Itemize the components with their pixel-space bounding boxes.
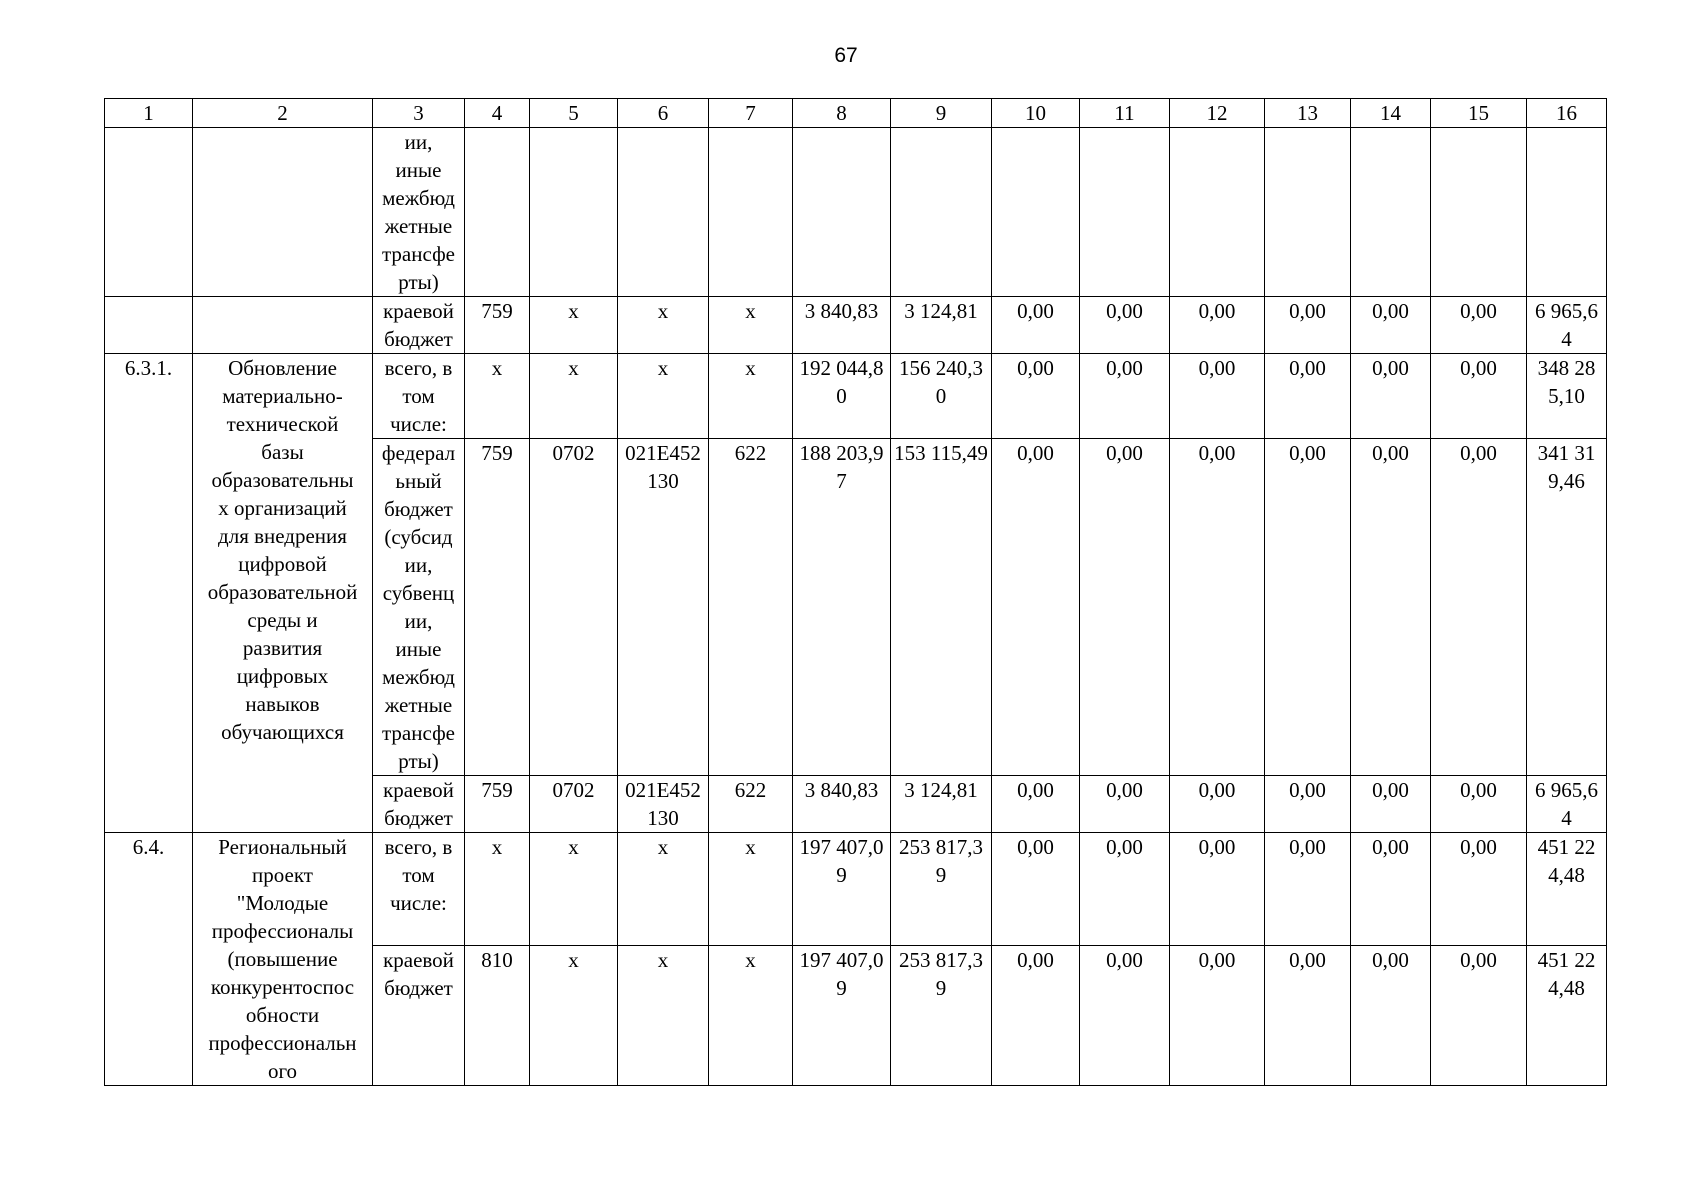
- cell-col-15: 0,00: [1431, 297, 1527, 354]
- cell-col-15: 0,00: [1431, 833, 1527, 946]
- text-line: проект: [252, 863, 313, 887]
- cell-col-9: 3 124,81: [891, 776, 992, 833]
- text-line: бюджет: [384, 806, 453, 830]
- cell-col-15: 0,00: [1431, 439, 1527, 776]
- text-line: цифровых: [236, 664, 329, 688]
- cell-col-4: x: [465, 354, 530, 439]
- text-line: ии,: [404, 130, 433, 154]
- text-line: иные: [395, 637, 442, 661]
- column-number: 2: [193, 99, 373, 128]
- cell-col-8: 188 203,97: [793, 439, 891, 776]
- cell-col-10: 0,00: [992, 946, 1080, 1086]
- cell-col-8: 3 840,83: [793, 297, 891, 354]
- text-line: для внедрения: [218, 524, 347, 548]
- cell-source: [373, 439, 465, 776]
- text-line: бюджет: [384, 327, 453, 351]
- column-number: 3: [373, 99, 465, 128]
- cell-blank: [992, 128, 1080, 297]
- text-line: всего, в: [384, 356, 453, 380]
- cell-col-7: x: [709, 297, 793, 354]
- cell-col-8: 197 407,09: [793, 946, 891, 1086]
- text-line: числе:: [390, 412, 447, 436]
- text-line: ии,: [404, 553, 433, 577]
- text-line: ого: [267, 1059, 298, 1083]
- cell-col-8: 3 840,83: [793, 776, 891, 833]
- text-line: базы: [261, 440, 304, 464]
- cell-blank: [105, 297, 193, 354]
- text-line: том: [402, 384, 435, 408]
- column-number: 8: [793, 99, 891, 128]
- text-line: навыков: [245, 692, 320, 716]
- cell-col-12: 0,00: [1170, 776, 1265, 833]
- column-number: 4: [465, 99, 530, 128]
- column-number: 1: [105, 99, 193, 128]
- cell-blank: [891, 128, 992, 297]
- cell-col-10: 0,00: [992, 776, 1080, 833]
- table-row-64-total: [105, 833, 1607, 946]
- cell-col-15: 0,00: [1431, 354, 1527, 439]
- cell-col-7: x: [709, 354, 793, 439]
- text-line: межбюд: [382, 665, 455, 689]
- column-number: 13: [1265, 99, 1351, 128]
- cell-col-10: 0,00: [992, 297, 1080, 354]
- text-line: развития: [242, 636, 323, 660]
- cell-col-16: 6 965,64: [1527, 297, 1607, 354]
- text-line: образовательны: [211, 468, 354, 492]
- text-line: "Молодые: [236, 891, 329, 915]
- text-line: х организаций: [218, 496, 347, 520]
- cell-col-12: 0,00: [1170, 439, 1265, 776]
- cell-col-11: 0,00: [1080, 946, 1170, 1086]
- text-line: профессиональн: [208, 1031, 357, 1055]
- cell-source: [373, 946, 465, 1086]
- text-line: материально-: [222, 384, 343, 408]
- cell-col-10: 0,00: [992, 354, 1080, 439]
- cell-col-5: x: [530, 833, 618, 946]
- cell-col-12: 0,00: [1170, 354, 1265, 439]
- cell-item-name: [193, 354, 373, 833]
- cell-col-10: 0,00: [992, 439, 1080, 776]
- cell-blank: [793, 128, 891, 297]
- cell-col-13: 0,00: [1265, 354, 1351, 439]
- text-line: цифровой: [238, 552, 327, 576]
- cell-col-4: 759: [465, 776, 530, 833]
- cell-col-11: 0,00: [1080, 439, 1170, 776]
- cell-blank: [1265, 128, 1351, 297]
- text-line: бюджет: [384, 497, 453, 521]
- text-line: ьный: [395, 469, 442, 493]
- cell-col-12: 0,00: [1170, 946, 1265, 1086]
- cell-blank: [1527, 128, 1607, 297]
- cell-blank: [465, 128, 530, 297]
- cell-col-14: 0,00: [1351, 297, 1431, 354]
- cell-source: [373, 297, 465, 354]
- text-line: межбюд: [382, 186, 455, 210]
- column-number: 5: [530, 99, 618, 128]
- cell-source: [373, 776, 465, 833]
- column-number: 16: [1527, 99, 1607, 128]
- cell-col-11: 0,00: [1080, 776, 1170, 833]
- cell-col-16: 6 965,64: [1527, 776, 1607, 833]
- text-line: Региональный: [218, 835, 347, 859]
- cell-col-5: x: [530, 946, 618, 1086]
- text-line: числе:: [390, 891, 447, 915]
- cell-col-9: 253 817,39: [891, 946, 992, 1086]
- cell-col-5: x: [530, 297, 618, 354]
- cell-col-14: 0,00: [1351, 776, 1431, 833]
- column-number-row: [105, 99, 1607, 128]
- cell-item-number: 6.3.1.: [105, 354, 193, 833]
- cell-col-14: 0,00: [1351, 439, 1431, 776]
- text-line: профессионалы: [211, 919, 354, 943]
- cell-col-6: x: [618, 946, 709, 1086]
- column-number: 15: [1431, 99, 1527, 128]
- column-number: 10: [992, 99, 1080, 128]
- text-line: образовательной: [207, 580, 358, 604]
- cell-blank: [709, 128, 793, 297]
- cell-blank: [105, 128, 193, 297]
- cell-col-7: 622: [709, 776, 793, 833]
- cell-col-5: 0702: [530, 439, 618, 776]
- text-line: жетные: [384, 214, 453, 238]
- text-line: среды и: [247, 608, 318, 632]
- cell-col-13: 0,00: [1265, 439, 1351, 776]
- text-line: трансфе: [382, 721, 455, 745]
- text-line: обности: [245, 1003, 320, 1027]
- page-number: 67: [834, 44, 858, 67]
- text-line: том: [402, 863, 435, 887]
- cell-col-10: 0,00: [992, 833, 1080, 946]
- text-line: Обновление: [228, 356, 337, 380]
- cell-col-5: x: [530, 354, 618, 439]
- cell-col-11: 0,00: [1080, 297, 1170, 354]
- text-line: жетные: [384, 693, 453, 717]
- cell-col-6: 021E452130: [618, 439, 709, 776]
- cell-col-9: 156 240,30: [891, 354, 992, 439]
- cell-col-13: 0,00: [1265, 946, 1351, 1086]
- cell-col-14: 0,00: [1351, 946, 1431, 1086]
- text-line: краевой: [383, 948, 454, 972]
- cell-col-13: 0,00: [1265, 776, 1351, 833]
- cell-col-14: 0,00: [1351, 833, 1431, 946]
- text-line: технической: [226, 412, 339, 436]
- text-line: рты): [398, 270, 439, 294]
- cell-blank: [1170, 128, 1265, 297]
- column-number: 6: [618, 99, 709, 128]
- cell-col-9: 153 115,49: [891, 439, 992, 776]
- text-line: (субсид: [384, 525, 453, 549]
- cell-col-11: 0,00: [1080, 833, 1170, 946]
- cell-col-9: 3 124,81: [891, 297, 992, 354]
- column-number: 9: [891, 99, 992, 128]
- budget-table: [104, 98, 1607, 1086]
- cell-blank: [1431, 128, 1527, 297]
- cell-col-4: 759: [465, 439, 530, 776]
- cell-col-13: 0,00: [1265, 297, 1351, 354]
- cell-blank: [530, 128, 618, 297]
- cell-col-16: 451 224,48: [1527, 833, 1607, 946]
- cell-item-name: [193, 833, 373, 1086]
- cell-col-11: 0,00: [1080, 354, 1170, 439]
- cell-col-6: 021E452130: [618, 776, 709, 833]
- cell-source: [373, 354, 465, 439]
- text-line: трансфе: [382, 242, 455, 266]
- text-line: субвенц: [382, 581, 455, 605]
- cell-col-16: 341 319,46: [1527, 439, 1607, 776]
- text-line: ии,: [404, 609, 433, 633]
- cell-col-7: 622: [709, 439, 793, 776]
- cell-col-15: 0,00: [1431, 946, 1527, 1086]
- cell-col-5: 0702: [530, 776, 618, 833]
- cell-blank: [618, 128, 709, 297]
- cell-item-number: 6.4.: [105, 833, 193, 1086]
- cell-col-7: x: [709, 833, 793, 946]
- cell-col-12: 0,00: [1170, 297, 1265, 354]
- cell-col-8: 192 044,80: [793, 354, 891, 439]
- table-row-631-total: [105, 354, 1607, 439]
- cell-col-4: x: [465, 833, 530, 946]
- column-number: 12: [1170, 99, 1265, 128]
- cell-blank: [193, 297, 373, 354]
- table-row-continuation-tail: [105, 128, 1607, 297]
- cell-col-9: 253 817,39: [891, 833, 992, 946]
- column-number: 11: [1080, 99, 1170, 128]
- cell-col-15: 0,00: [1431, 776, 1527, 833]
- cell-col-6: x: [618, 297, 709, 354]
- cell-source: [373, 128, 465, 297]
- cell-col-8: 197 407,09: [793, 833, 891, 946]
- text-line: всего, в: [384, 835, 453, 859]
- cell-col-13: 0,00: [1265, 833, 1351, 946]
- cell-col-4: 759: [465, 297, 530, 354]
- cell-blank: [1351, 128, 1431, 297]
- column-number: 7: [709, 99, 793, 128]
- text-line: иные: [395, 158, 442, 182]
- text-line: (повышение: [227, 947, 338, 971]
- text-line: конкурентоспос: [210, 975, 355, 999]
- column-number: 14: [1351, 99, 1431, 128]
- cell-blank: [1080, 128, 1170, 297]
- text-line: краевой: [383, 299, 454, 323]
- text-line: обучающихся: [221, 720, 344, 744]
- cell-col-6: x: [618, 833, 709, 946]
- text-line: федерал: [381, 441, 456, 465]
- text-line: бюджет: [384, 976, 453, 1000]
- cell-blank: [193, 128, 373, 297]
- text-line: краевой: [383, 778, 454, 802]
- cell-col-16: 348 285,10: [1527, 354, 1607, 439]
- cell-col-6: x: [618, 354, 709, 439]
- text-line: рты): [398, 749, 439, 773]
- cell-col-7: x: [709, 946, 793, 1086]
- cell-col-4: 810: [465, 946, 530, 1086]
- cell-source: [373, 833, 465, 946]
- cell-col-14: 0,00: [1351, 354, 1431, 439]
- table-row-continuation-krai: [105, 297, 1607, 354]
- cell-col-16: 451 224,48: [1527, 946, 1607, 1086]
- cell-col-12: 0,00: [1170, 833, 1265, 946]
